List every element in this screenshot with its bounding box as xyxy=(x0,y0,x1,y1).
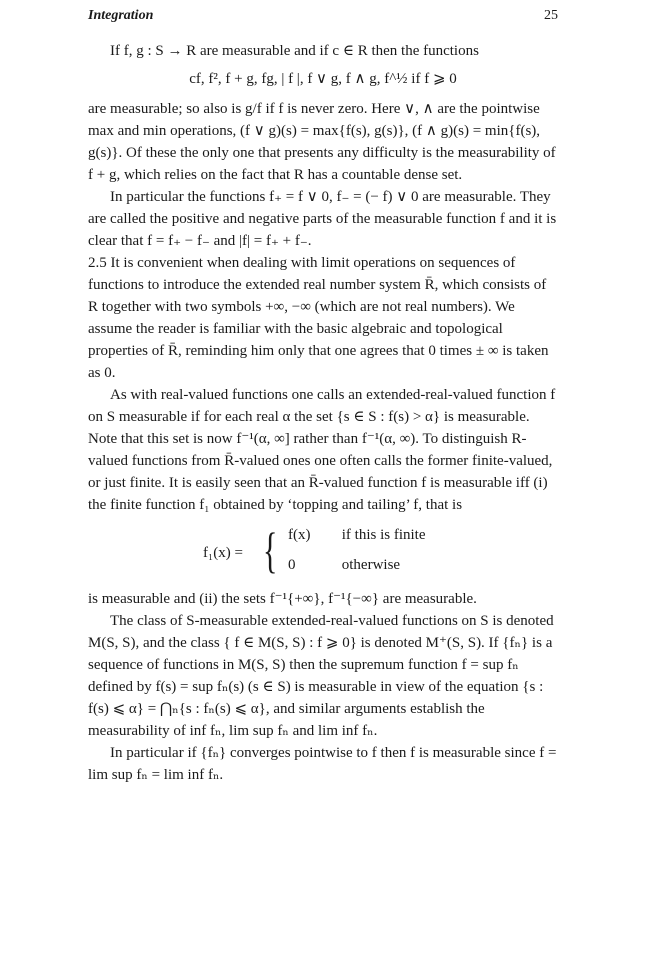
page-body xyxy=(88,40,558,786)
piecewise-definition xyxy=(88,522,558,584)
case-value: f(x) xyxy=(288,527,311,543)
paragraph: In particular the functions f₊ = f ∨ 0, f₋ = (− f) ∨ 0 are measurable. They are called the positive and negative parts of the measurable function f and it is clear that f = f₊ − f₋ and |f| = f₊ + f₋. xyxy=(88,189,557,249)
paragraph: As with real-valued functions one calls an extended-real-valued function f on S measurable if for each real α the set {s ∈ S : f(s) > α} is measurable. Note that this set is now f⁻¹(α, ∞] rather than f⁻¹(α, ∞). To distinguish R-valued functions from R̄-valued ones one often calls the former finite-valued, or just finite. It is easily seen that an R̄-valued function f is measurable iff (i) the finite function f₁ obtained by ‘topping and tailing’ f, that is xyxy=(88,387,556,513)
piecewise-case-2 xyxy=(288,554,400,576)
case-condition: otherwise xyxy=(341,557,401,573)
section-paragraph: 2.5 It is convenient when dealing with limit operations on sequences of functions to introduce the extended real number system R̄, which consists of R together with two symbols +∞, −∞ (which are not real numbers). We assume the reader is familiar with the basic algebraic and topological properties of R̄, reminding him only that one agrees that 0 times ± ∞ is taken as 0. xyxy=(88,255,549,381)
brace: { xyxy=(263,522,278,578)
paragraph: The class of S-measurable extended-real-valued functions on S is denoted M(S, S), and the class { f ∈ M(S, S) : f ⩾ 0} is denoted M⁺(S, S). If {fₙ} is a sequence of functions in M(S, S) then the supremum function f = sup fₙ defined by f(s) = sup fₙ(s) (s ∈ S) is measurable in view of the equation {s : f(s) ⩽ α} = ⋂ₙ{s : fₙ(s) ⩽ α}, and similar arguments establish the measurability of inf fₙ, lim sup fₙ and lim inf fₙ. xyxy=(88,613,554,739)
piecewise-case-1 xyxy=(288,524,426,546)
paragraph: is measurable and (ii) the sets f⁻¹{+∞}, f⁻¹{−∞} are measurable. xyxy=(88,591,477,607)
paragraph: If f, g : S → R are measurable and if c ∈ R then the functions xyxy=(110,43,479,59)
piecewise-lhs: f₁(x) = xyxy=(203,545,243,561)
page-number: 25 xyxy=(544,8,558,23)
case-condition: if this is finite xyxy=(341,527,426,543)
running-head: Integration xyxy=(88,8,154,23)
display-formula: cf, f², f + g, fg, | f |, f ∨ g, f ∧ g, f^½ if f ⩾ 0 xyxy=(189,71,457,87)
paragraph: In particular if {fₙ} converges pointwise to f then f is measurable since f = lim sup fₙ = lim inf fₙ. xyxy=(88,745,557,783)
case-value: 0 xyxy=(288,557,296,573)
paragraph: are measurable; so also is g/f if f is never zero. Here ∨, ∧ are the pointwise max and min operations, (f ∨ g)(s) = max{f(s), g(s)}, (f ∧ g)(s) = min{f(s), g(s)}. Of these the only one that presents any difficulty is the measurability of f + g, which relies on the fact that R has a countable dense set. xyxy=(88,101,556,183)
